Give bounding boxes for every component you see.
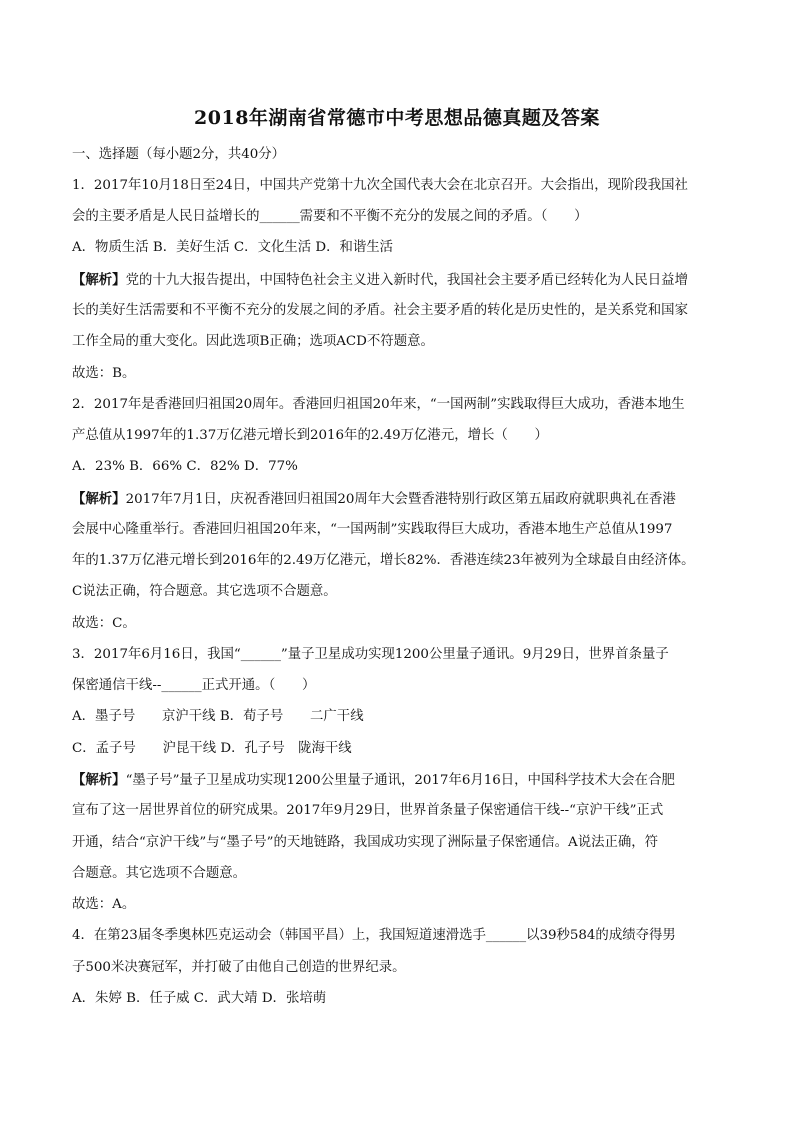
q4-stem-line-1: 4．在第23届冬季奥林匹克运动会（韩国平昌）上，我国短道速滑选手______以39秒584的成绩夺得男 (72, 928, 676, 943)
analysis-tag: 【解析】 (72, 772, 126, 788)
q1-analysis-line-3: 工作全局的重大变化。因此选项B正确；选项ACD不符题意。 (72, 334, 434, 349)
q1-stem-line-2: 会的主要矛盾是人民日益增长的______需要和不平衡不充分的发展之间的矛盾。（ ） (72, 209, 588, 224)
q1-answer: 故选：B。 (72, 366, 136, 381)
section-heading: 一、选择题（每小题2分，共40分） (72, 147, 286, 162)
q1-analysis-line-2: 长的美好生活需要和不平衡不充分的发展之间的矛盾。社会主要矛盾的转化是历史性的，是关系党和国家 (72, 303, 688, 318)
analysis-text: “墨子号”量子卫星成功实现1200公里量子通讯，2017年6月16日，中国科学技术大会在合肥 (125, 773, 675, 788)
analysis-text: 2017年7月1日，庆祝香港回归祖国20周年大会暨香港特别行政区第五届政府就职典礼在香港 (125, 492, 676, 507)
q3-analysis-line-4: 合题意。其它选项不合题意。 (72, 866, 247, 881)
q4-stem-line-2: 子500米决赛冠军，并打破了由他自己创造的世界纪录。 (72, 960, 406, 975)
analysis-tag: 【解析】 (72, 272, 126, 288)
q2-stem-line-1: 2．2017年是香港回归祖国20周年。香港回归祖国20年来，“一国两制”实践取得巨大成功，香港本地生 (72, 397, 685, 412)
q3-stem-line-2: 保密通信干线--______正式开通。（ ） (72, 678, 316, 693)
analysis-tag: 【解析】 (72, 491, 126, 507)
q2-analysis-line-4: C说法正确，符合题意。其它选项不合题意。 (72, 584, 337, 599)
q3-analysis-line-2: 宣布了这一居世界首位的研究成果。2017年9月29日，世界首条量子保密通信干线--“京沪干线”正式 (72, 803, 664, 818)
q3-stem-line-1: 3．2017年6月16日，我国“______”量子卫星成功实现1200公里量子通讯。9月29日，世界首条量子 (72, 647, 669, 662)
q3-answer: 故选：A。 (72, 897, 136, 912)
q3-analysis-line-3: 开通，结合“京沪干线”与“墨子号”的天地链路，我国成功实现了洲际量子保密通信。A说法正确，符 (72, 835, 659, 850)
q2-analysis-line-1 (72, 490, 676, 509)
page-title: 2018年湖南省常德市中考思想品德真题及答案 (194, 107, 600, 129)
q1-options: A．物质生活 B．美好生活 C．文化生活 D．和谐生活 (72, 240, 394, 255)
q1-stem-line-1: 1．2017年10月18日至24日，中国共产党第十九次全国代表大会在北京召开。大会指出，现阶段我国社 (72, 178, 688, 193)
analysis-text: 党的十九大报告提出，中国特色社会主义进入新时代，我国社会主要矛盾已经转化为人民日益增 (125, 273, 688, 288)
q4-options: A．朱婷 B．任子威 C．武大靖 D．张培萌 (72, 991, 327, 1006)
q2-analysis-line-2: 会展中心隆重举行。香港回归祖国20年来，“一国两制”实践取得巨大成功，香港本地生产总值从1997 (72, 522, 673, 537)
q3-options-line-1: A．墨子号 京沪干线 B．荀子号 二广干线 (72, 709, 364, 724)
q3-analysis-line-1 (72, 771, 675, 790)
q2-answer: 故选：C。 (72, 616, 136, 631)
q2-analysis-line-3: 年的1.37万亿港元增长到2016年的2.49万亿港元，增长82%．香港连续23年被列为全球最自由经济体。 (72, 553, 695, 568)
q2-stem-line-2: 产总值从1997年的1.37万亿港元增长到2016年的2.49万亿港元，增长（ ） (72, 428, 548, 443)
q3-options-line-2: C．孟子号 沪昆干线 D．孔子号 陇海干线 (72, 741, 352, 756)
q2-options: A．23% B．66% C．82% D．77% (72, 459, 298, 474)
q1-analysis-line-1 (72, 271, 688, 290)
